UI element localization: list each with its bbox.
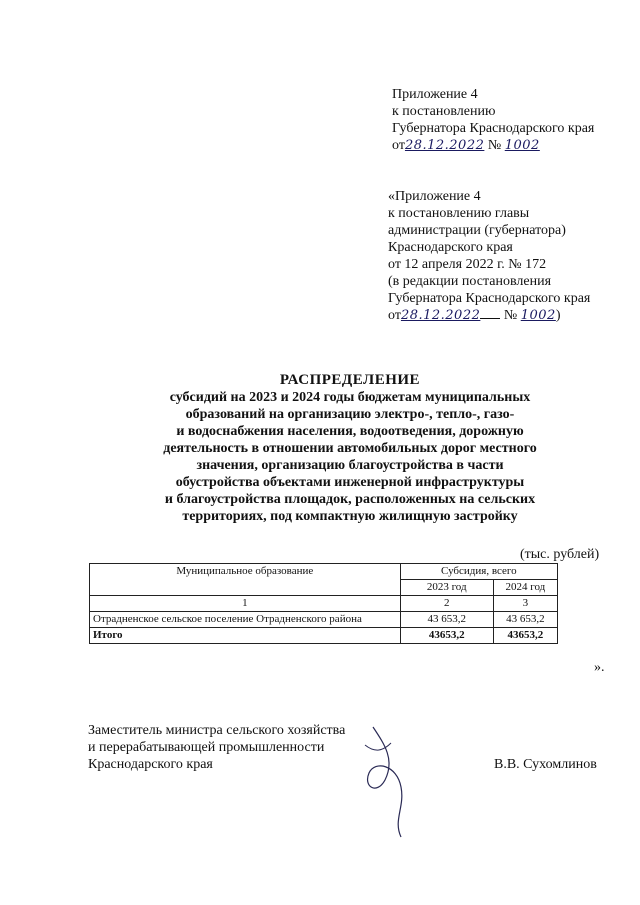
title-line: территориях, под компактную жилищную застройку: [182, 509, 518, 524]
handwritten-date: 28.12.2022: [400, 308, 481, 323]
annex-header: [392, 86, 594, 154]
row-value-2023: 43 653,2: [400, 612, 493, 628]
title-line: обустройства объектами инженерной инфраструктуры: [175, 475, 525, 490]
close-paren: ): [555, 308, 561, 323]
signature-line: Заместитель министра сельского хозяйства: [88, 723, 346, 738]
annex-line: к постановлению: [392, 104, 496, 119]
handwritten-number: 1002: [504, 138, 540, 153]
prev-annex-line: от 12 апреля 2022 г. № 172: [388, 257, 547, 272]
handwritten-number: 1002: [520, 308, 556, 323]
signer-name: В.В. Сухомлинов: [494, 757, 597, 772]
annex-date-line: [392, 137, 594, 154]
number-sign: №: [503, 308, 518, 323]
handwritten-signature: [355, 725, 430, 840]
total-value-2023: 43653,2: [400, 628, 493, 644]
total-row: [90, 628, 558, 644]
header-year-2024: 2024 год: [493, 580, 557, 596]
index-cell: 2: [400, 596, 493, 612]
total-value-2024: 43653,2: [493, 628, 557, 644]
annex-line: Приложение 4: [392, 87, 478, 102]
total-label: Итого: [90, 628, 401, 644]
prev-annex-line: администрации (губернатора): [388, 223, 566, 238]
header-subsidy: Субсидия, всего: [400, 564, 557, 580]
prev-annex-line: (в редакции постановления: [388, 274, 552, 289]
date-prefix: от: [388, 308, 401, 323]
title-line: субсидий на 2023 и 2024 годы бюджетам муниципальных: [169, 390, 531, 405]
handwritten-date: 28.12.2022: [404, 138, 485, 153]
prev-annex-line: Краснодарского края: [388, 240, 513, 255]
number-sign: №: [487, 138, 502, 153]
title-heading: РАСПРЕДЕЛЕНИЕ: [279, 372, 421, 388]
row-value-2024: 43 653,2: [493, 612, 557, 628]
row-municipality: Отрадненское сельское поселение Отрадненского района: [90, 612, 401, 628]
title-line: и благоустройства площадок, расположенных на сельских: [164, 492, 536, 507]
index-cell: 1: [90, 596, 401, 612]
subsidy-table: [89, 563, 558, 644]
table-row: [90, 612, 558, 628]
prev-annex-header: [388, 188, 590, 324]
header-municipality: Муниципальное образование: [90, 564, 401, 596]
prev-annex-date-line: [388, 307, 590, 324]
prev-annex-line: к постановлению главы: [388, 206, 530, 221]
prev-annex-line: «Приложение 4: [388, 189, 481, 204]
units-label: (тыс. рублей): [520, 547, 600, 562]
annex-line: Губернатора Краснодарского края: [392, 121, 595, 136]
title-line: деятельность в отношении автомобильных дорог местного: [163, 441, 537, 456]
prev-annex-line: Губернатора Краснодарского края: [388, 291, 591, 306]
document-title: [80, 372, 620, 525]
blank-underline: [480, 318, 500, 319]
signature-line: Краснодарского края: [88, 757, 213, 772]
date-prefix: от: [392, 138, 405, 153]
index-cell: 3: [493, 596, 557, 612]
signature-line: и перерабатывающей промышленности: [88, 740, 325, 755]
header-year-2023: 2023 год: [400, 580, 493, 596]
title-line: образований на организацию электро-, тепло-, газо-: [185, 407, 515, 422]
title-line: и водоснабжения населения, водоотведения, дорожную: [176, 424, 524, 439]
signature-block: [88, 722, 345, 773]
title-line: значения, организацию благоустройства в части: [196, 458, 504, 473]
closing-quote: ».: [594, 660, 605, 675]
